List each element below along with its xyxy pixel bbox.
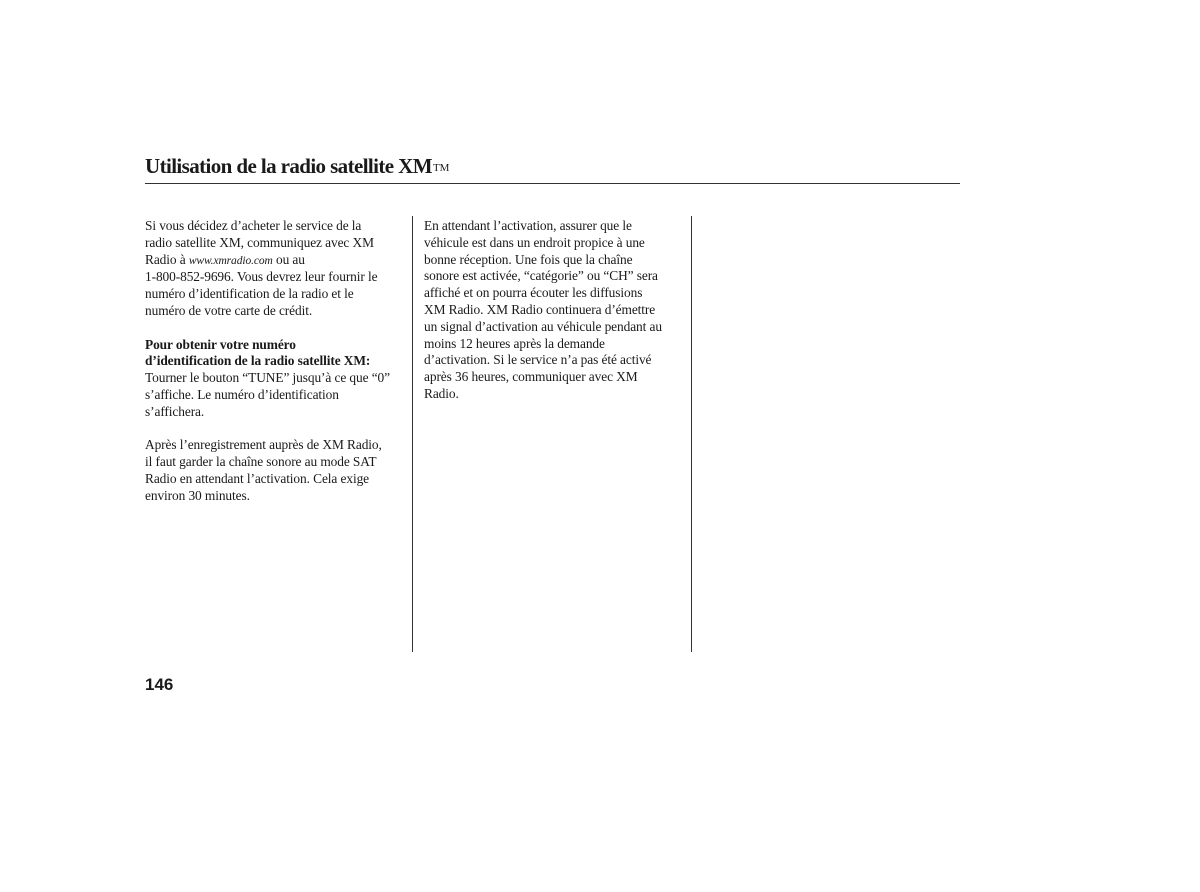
text-line: moins 12 heures après la demande [424, 335, 605, 351]
activation-paragraph [424, 218, 686, 403]
text-line: Radio. [424, 385, 459, 401]
paragraph-gap [145, 320, 407, 337]
column-divider-2 [691, 216, 692, 652]
page-title-text: Utilisation de la radio satellite XM [145, 154, 432, 178]
text-line: véhicule est dans un endroit propice à une [424, 234, 645, 250]
title-rule [145, 183, 960, 184]
middle-column [424, 218, 686, 403]
text-line: s’affichera. [145, 403, 205, 419]
text-line: Tourner le bouton “TUNE” jusqu’à ce que “0” [145, 370, 390, 386]
text-fragment: Radio à [145, 251, 186, 267]
text-line: XM Radio. XM Radio continuera d’émettre [424, 301, 656, 317]
text-line: radio satellite XM, communiquez avec XM [145, 234, 374, 250]
heading-line: Pour obtenir votre numéro [145, 336, 296, 352]
registration-paragraph [145, 437, 407, 504]
text-fragment: ou au [275, 251, 305, 267]
text-line: affiché et on pourra écouter les diffusions [424, 285, 643, 301]
phone-number-line: 1-800-852-9696. Vous devrez leur fournir le [145, 269, 378, 285]
text-line: numéro d’identification de la radio et le [145, 286, 354, 302]
instruction-paragraph [145, 370, 407, 420]
page-title [145, 152, 449, 180]
heading-line: d’identification de la radio satellite XM: [145, 353, 371, 369]
text-line: après 36 heures, communiquer avec XM [424, 369, 638, 385]
text-line: Après l’enregistrement auprès de XM Radio, [145, 437, 382, 453]
text-line: sonore est activée, “catégorie” ou “CH” sera [424, 268, 658, 284]
section-heading [145, 337, 407, 371]
text-line: environ 30 minutes. [145, 487, 250, 503]
text-line: Si vous décidez d’acheter le service de la [145, 218, 362, 233]
left-column [145, 218, 407, 505]
text-line: Radio en attendant l’activation. Cela exige [145, 470, 370, 486]
text-line-with-url [145, 252, 407, 270]
website-link[interactable]: www.xmradio.com [188, 254, 273, 267]
text-line: il faut garder la chaîne sonore au mode SAT [145, 454, 377, 470]
trademark-mark: TM [432, 162, 450, 174]
page-number: 146 [145, 675, 174, 694]
text-line: numéro de votre carte de crédit. [145, 302, 313, 318]
text-line: d’activation. Si le service n’a pas été activé [424, 352, 652, 368]
text-line: En attendant l’activation, assurer que le [424, 218, 632, 233]
text-line: s’affiche. Le numéro d’identification [145, 386, 339, 402]
paragraph-gap [145, 421, 407, 438]
column-divider-1 [412, 216, 413, 652]
intro-paragraph [145, 218, 407, 320]
text-line: un signal d’activation au véhicule pendant au [424, 318, 662, 334]
text-line: bonne réception. Une fois que la chaîne [424, 251, 633, 267]
